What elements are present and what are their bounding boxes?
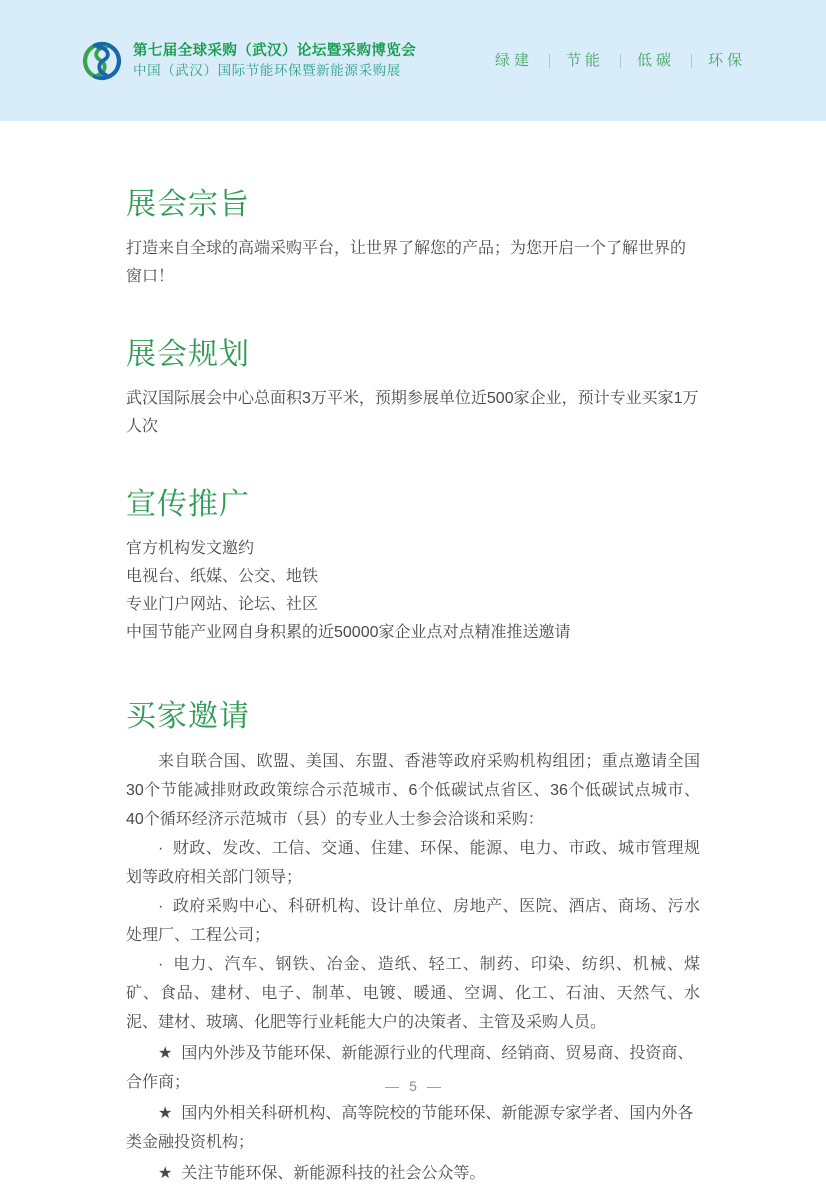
section-heading-promotion: 宣传推广	[126, 488, 250, 521]
star-bullet-text: 国内外相关科研机构、高等院校的节能环保、新能源专家学者、国内外各类金融投资机构；	[126, 1105, 694, 1151]
section-expo-purpose	[126, 187, 700, 291]
nav-item-green-building: 绿建	[494, 52, 533, 69]
dot-bullet-item	[126, 834, 700, 892]
brand	[80, 39, 416, 83]
dot-bullet-text: 财政、发改、工信、交通、住建、环保、能源、电力、市政、城市管理规划等政府相关部门领导；	[126, 840, 700, 886]
dot-bullet-icon: ·	[158, 898, 164, 915]
nav-separator	[620, 54, 621, 68]
page-header	[0, 0, 826, 121]
section-buyer-invitation	[126, 699, 700, 1188]
expo-subtitle: 中国（武汉）国际节能环保暨新能源采购展	[133, 62, 401, 78]
section-heading-purpose: 展会宗旨	[126, 188, 250, 221]
star-icon: ★	[158, 1165, 173, 1182]
nav-separator	[691, 54, 692, 68]
header-nav	[495, 53, 746, 68]
promotion-line: 专业门户网站、论坛、社区	[126, 596, 319, 613]
section-promotion	[126, 487, 700, 647]
dot-bullet-icon: ·	[158, 840, 164, 857]
dot-bullet-text: 电力、汽车、钢铁、冶金、造纸、轻工、制药、印染、纺织、机械、煤矿、食品、建材、电子、制革、电镀、暖通、空调、化工、石油、天然气、水泥、建材、玻璃、化肥等行业耗能大户的决策者、主管及采购人员。	[126, 956, 700, 1031]
promotion-line: 官方机构发文邀约	[126, 540, 255, 557]
page-number: 5	[409, 1078, 417, 1094]
footer-dash-left: —	[385, 1078, 400, 1094]
star-icon: ★	[158, 1105, 173, 1122]
expo-title: 第七届全球采购（武汉）论坛暨采购博览会	[133, 42, 417, 59]
page-footer	[0, 1078, 826, 1094]
star-bullet-item	[126, 1159, 700, 1188]
dot-bullet-text: 政府采购中心、科研机构、设计单位、房地产、医院、酒店、商场、污水处理厂、工程公司；	[126, 898, 700, 944]
section-expo-plan	[126, 337, 700, 441]
section-heading-buyers: 买家邀请	[126, 700, 250, 733]
plan-text: 武汉国际展会中心总面积3万平米，预期参展单位近500家企业，预计专业买家1万人次	[126, 390, 699, 435]
buyers-intro: 来自联合国、欧盟、美国、东盟、香港等政府采购机构组团；重点邀请全国30个节能减排财政政策综合示范城市、6个低碳试点省区、36个低碳试点城市、40个循环经济示范城市（县）的专业人士参会洽谈和采购：	[126, 753, 700, 828]
dot-bullet-item	[126, 892, 700, 950]
purpose-text: 打造来自全球的高端采购平台，让世界了解您的产品；为您开启一个了解世界的窗口！	[126, 240, 687, 285]
brand-text	[133, 42, 416, 80]
dot-bullet-item	[126, 950, 700, 1037]
footer-dash-right: —	[426, 1078, 441, 1094]
star-bullet-text: 关注节能环保、新能源科技的社会公众等。	[181, 1165, 486, 1182]
nav-item-low-carbon: 低碳	[636, 52, 675, 69]
dot-bullet-icon: ·	[158, 956, 164, 973]
star-bullet-item	[126, 1099, 700, 1157]
nav-item-environmental: 环保	[707, 52, 746, 69]
promotion-line: 电视台、纸媒、公交、地铁	[126, 568, 319, 585]
page-content	[0, 121, 826, 1188]
star-icon: ★	[158, 1045, 173, 1062]
nav-item-energy-saving: 节能	[565, 52, 604, 69]
star-bullet-text: 国内外涉及节能环保、新能源行业的代理商、经销商、贸易商、投资商、合作商；	[126, 1045, 694, 1091]
promotion-line: 中国节能产业网自身积累的近50000家企业点对点精准推送邀请	[126, 624, 571, 641]
nav-separator	[549, 54, 550, 68]
section-heading-plan: 展会规划	[126, 338, 250, 371]
expo-logo-icon	[80, 39, 124, 83]
